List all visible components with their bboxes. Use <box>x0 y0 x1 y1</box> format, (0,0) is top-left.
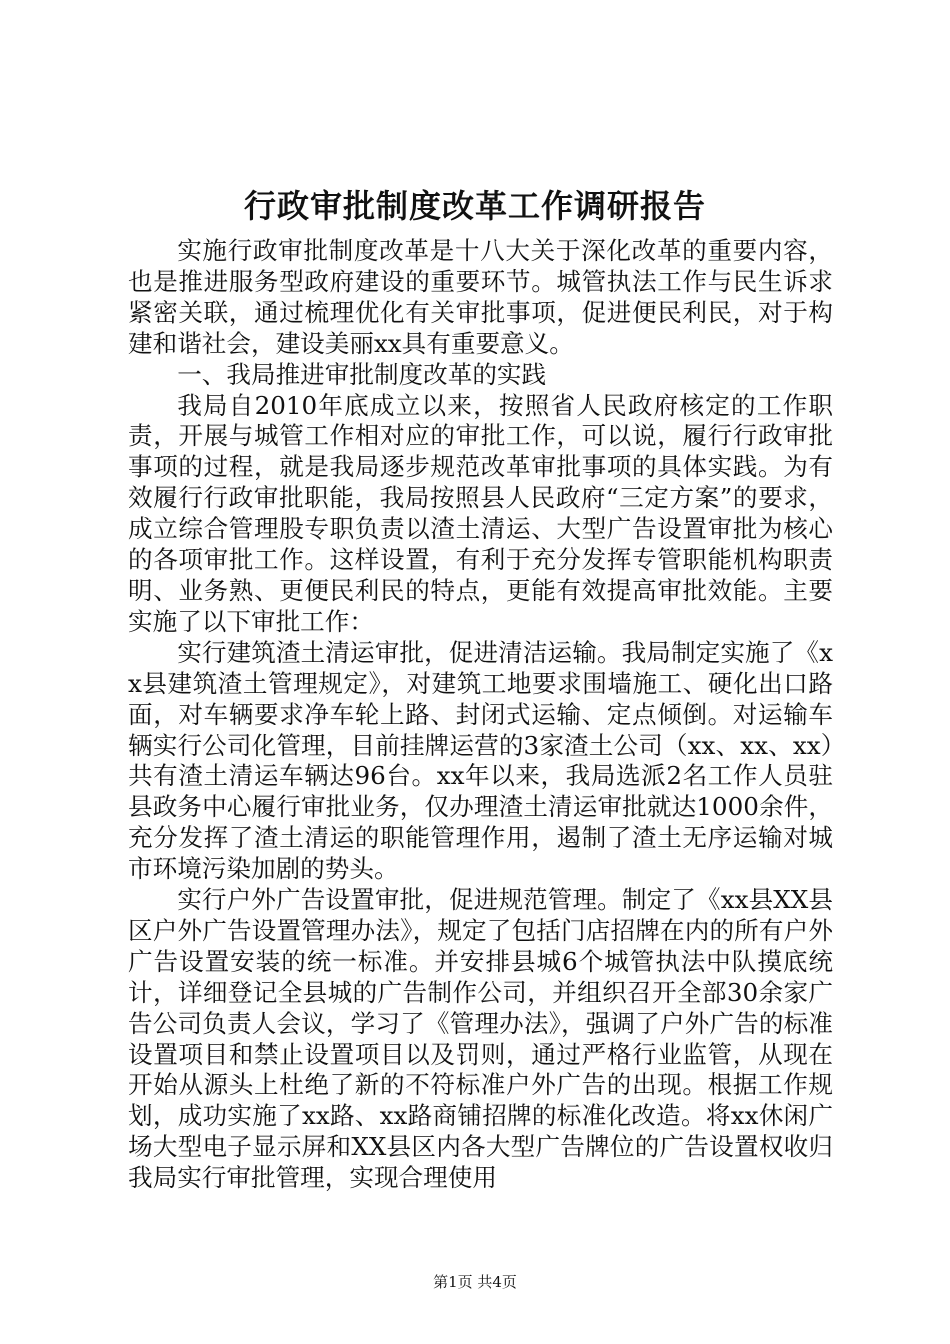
paragraph-earth-transport: 实行建筑渣土清运审批，促进清洁运输。我局制定实施了《xx县建筑渣土管理规定》，对建筑工地要求围墙施工、硬化出口路面，对车辆要求净车轮上路、封闭式运输、定点倾倒。对运输车辆实行公司化管理，目前挂牌运营的3家渣土公司（xx、xx、xx）共有渣土清运车辆达96台。xx年以来，我局选派2名工作人员驻县政务中心履行审批业务，仅办理渣土清运审批就达1000余件，充分发挥了渣土清运的职能管理作用，遏制了渣土无序运输对城市环境污染加剧的势头。 <box>128 637 833 884</box>
section-heading: 一、我局推进审批制度改革的实践 <box>177 359 547 389</box>
page-number-footer: 第1页 共4页 <box>433 1273 517 1291</box>
document-title: 行政审批制度改革工作调研报告 <box>243 187 706 225</box>
paragraph-intro: 实施行政审批制度改革是十八大关于深化改革的重要内容，也是推进服务型政府建设的重要环节。城管执法工作与民生诉求紧密关联，通过梳理优化有关审批事项，促进便民利民，对于构建和谐社会，建设美丽xx具有重要意义。 <box>128 236 833 358</box>
document-body <box>128 236 833 1194</box>
paragraph-outdoor-advertising: 实行户外广告设置审批，促进规范管理。制定了《xx县XX县区户外广告设置管理办法》，规定了包括门店招牌在内的所有户外广告设置安装的统一标准。并安排县城6个城管执法中队摸底统计，详细登记全县城的广告制作公司，并组织召开全部30余家广告公司负责人会议，学习了《管理办法》，强调了户外广告的标准设置项目和禁止设置项目以及罚则，通过严格行业监管，从现在开始从源头上杜绝了新的不符标准户外广告的出现。根据工作规划，成功实施了xx路、xx路商铺招牌的标准化改造。将xx休闲广场大型电子显示屏和XX县区内各大型广告牌位的广告设置权收归我局实行审批管理，实现合理使用 <box>128 885 833 1193</box>
paragraph-practice: 我局自2010年底成立以来，按照省人民政府核定的工作职责，开展与城管工作相对应的审批工作，可以说，履行行政审批事项的过程，就是我局逐步规范改革审批事项的具体实践。为有效履行行政审批职能，我局按照县人民政府“三定方案”的要求，成立综合管理股专职负责以渣土清运、大型广告设置审批为核心的各项审批工作。这样设置，有利于充分发挥专管职能机构职责明、业务熟、更便民利民的特点，更能有效提高审批效能。主要实施了以下审批工作： <box>128 390 833 636</box>
